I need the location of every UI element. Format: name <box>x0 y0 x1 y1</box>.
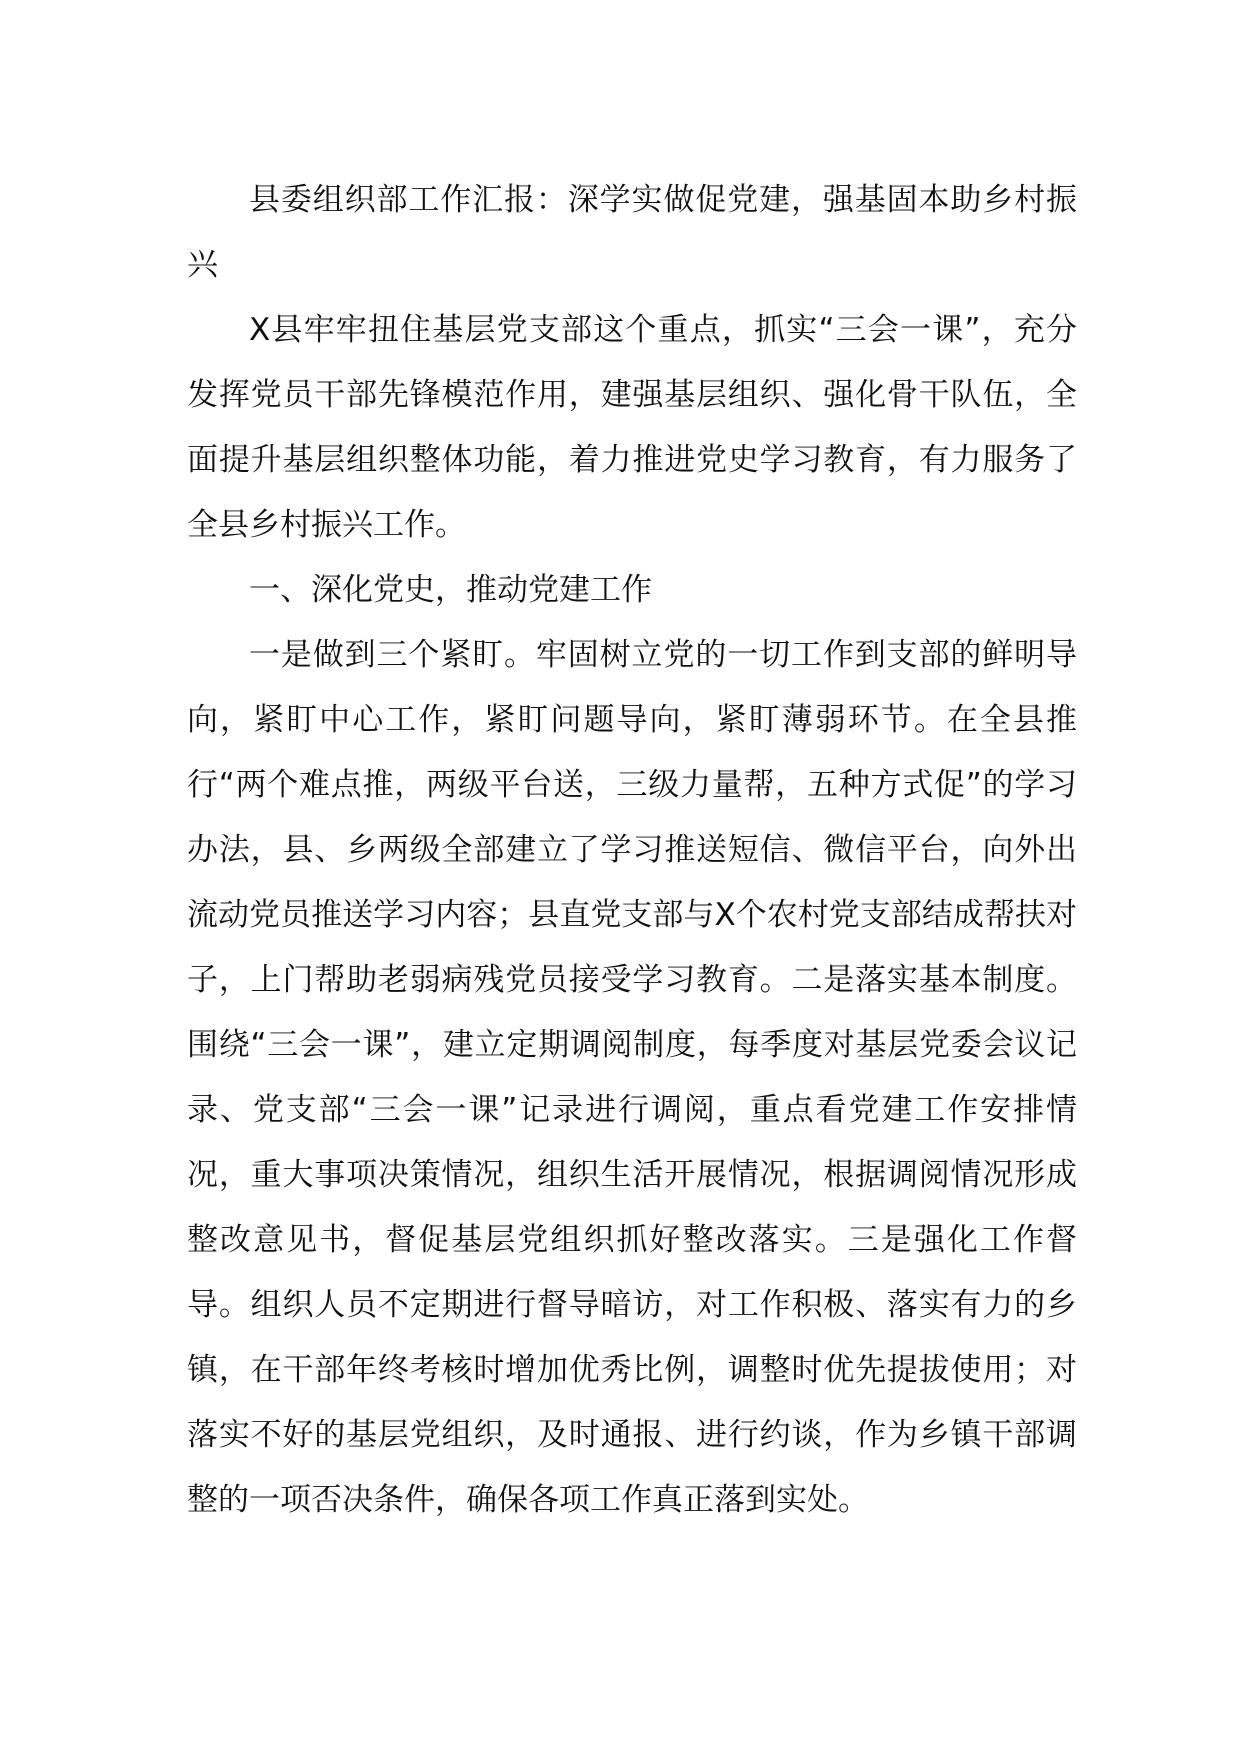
document-body <box>187 168 1077 1533</box>
section-body-paragraph: 一是做到三个紧盯。牢固树立党的一切工作到支部的鲜明导向，紧盯中心工作，紧盯问题导向，紧盯薄弱环节。在全县推行“两个难点推，两级平台送，三级力量帮，五种方式促”的学习办法，县、乡两级全部建立了学习推送短信、微信平台，向外出流动党员推送学习内容；县直党支部与X个农村党支部结成帮扶对子，上门帮助老弱病残党员接受学习教育。二是落实基本制度。围绕“三会一课”，建立定期调阅制度，每季度对基层党委会议记录、党支部“三会一课”记录进行调阅，重点看党建工作安排情况，重大事项决策情况，组织生活开展情况，根据调阅情况形成整改意见书，督促基层党组织抓好整改落实。三是强化工作督导。组织人员不定期进行督导暗访，对工作积极、落实有力的乡镇，在干部年终考核时增加优秀比例，调整时优先提拔使用；对落实不好的基层党组织，及时通报、进行约谈，作为乡镇干部调整的一项否决条件，确保各项工作真正落到实处。 <box>187 637 1077 1518</box>
section-heading: 一、深化党史，推动党建工作 <box>249 572 652 608</box>
document-title: 县委组织部工作汇报：深学实做促党建，强基固本助乡村振兴 <box>187 182 1077 283</box>
intro-paragraph: X县牢牢扭住基层党支部这个重点，抓实“三会一课”，充分发挥党员干部先锋模范作用，建强基层组织、强化骨干队伍，全面提升基层组织整体功能，着力推进党史学习教育，有力服务了全县乡村振兴工作。 <box>187 312 1077 543</box>
